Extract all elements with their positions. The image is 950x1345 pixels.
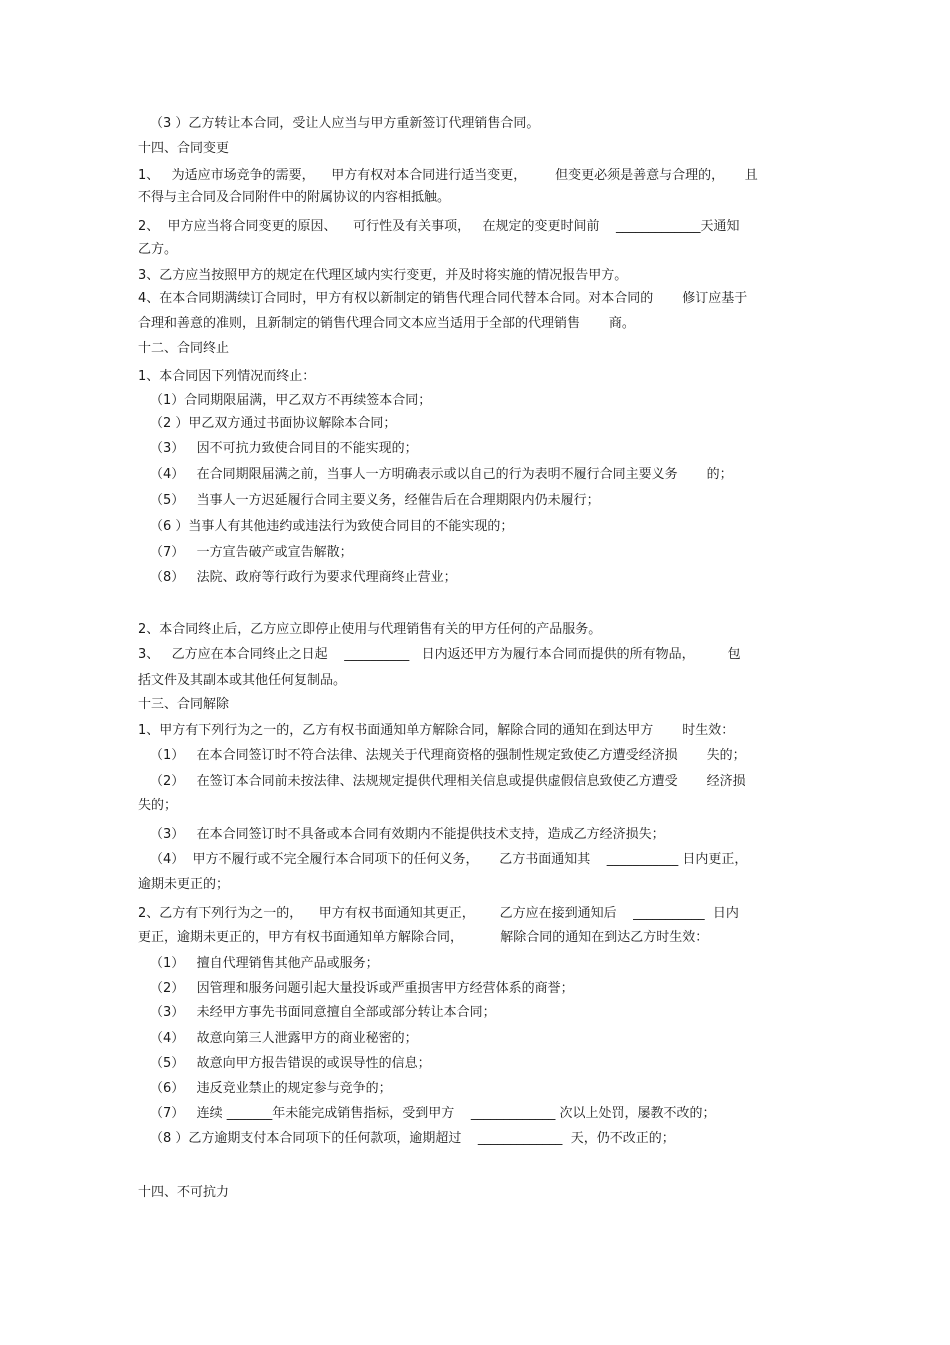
text-line: （3 ）乙方转让本合同，受让人应当与甲方重新签订代理销售合同。 [150,116,540,131]
text-line: 1、 为适应市场竞争的需要， 甲方有权对本合同进行适当变更， 但变更必须是善意与合理的， 且 [138,168,758,183]
list-item: （7） 一方宣告破产或宣告解散； [150,545,353,560]
list-item: （5） 故意向甲方报告错误的或误导性的信息； [150,1056,431,1071]
list-item: （5） 当事人一方迟延履行合同主要义务，经催告后在合理期限内仍未履行； [150,493,600,508]
section-heading: 十四、不可抗力 [138,1185,230,1200]
text-line: 更正，逾期未更正的，甲方有权书面通知单方解除合同， 解除合同的通知在到达乙方时生效： [138,930,709,945]
list-item: （3） 因不可抗力致使合同目的不能实现的； [150,441,418,456]
list-item: （2 ）甲乙双方通过书面协议解除本合同； [150,416,397,431]
list-item: （8） 法院、政府等行政行为要求代理商终止营业； [150,570,457,585]
list-item: （4） 甲方不履行或不完全履行本合同项下的任何义务， 乙方书面通知其 ___________ 日内更正， [150,852,748,867]
text-line: 4、在本合同期满续订合同时，甲方有权以新制定的销售代理合同代替本合同。对本合同的 修订应基于 [138,291,748,306]
list-item: （1）合同期限届满，甲乙双方不再续签本合同； [150,393,432,408]
text-line: 括文件及其副本或其他任何复制品。 [138,673,347,688]
list-item: （7） 连续 _______年未能完成销售指标，受到甲方 _____________ 次以上处罚，屡教不改的； [150,1106,716,1121]
list-item: （3） 在本合同签订时不具备或本合同有效期内不能提供技术支持，造成乙方经济损失； [150,827,665,842]
list-item: （3） 未经甲方事先书面同意擅自全部或部分转让本合同； [150,1005,496,1020]
text-line: 2、本合同终止后，乙方应立即停止使用与代理销售有关的甲方任何的产品服务。 [138,622,602,637]
section-heading: 十三、合同解除 [138,697,230,712]
text-line: 2、乙方有下列行为之一的， 甲方有权书面通知其更正， 乙方应在接到通知后 ___________ 日内 [138,906,739,921]
text-line: 失的； [138,798,178,813]
list-item: （6） 违反竞业禁止的规定参与竞争的； [150,1081,392,1096]
list-item: （1） 擅自代理销售其他产品或服务； [150,956,379,971]
text-line: 合理和善意的准则，且新制定的销售代理合同文本应当适用于全部的代理销售 商。 [138,316,635,331]
text-line: 逾期未更正的； [138,877,230,892]
text-line: 不得与主合同及合同附件中的附属协议的内容相抵触。 [138,190,451,205]
list-item: （8 ）乙方逾期支付本合同项下的任何款项，逾期超过 _____________ 天，仍不改正的； [150,1131,675,1146]
text-line: 1、甲方有下列行为之一的，乙方有权书面通知单方解除合同，解除合同的通知在到达甲方 时生效： [138,723,735,738]
text-line: 1、本合同因下列情况而终止： [138,369,316,384]
list-item: （4） 在合同期限届满之前，当事人一方明确表示或以自己的行为表明不履行合同主要义务 的； [150,467,733,482]
section-heading: 十四、合同变更 [138,141,230,156]
text-line: 乙方。 [138,242,178,257]
list-item: （1） 在本合同签订时不符合法律、法规关于代理商资格的强制性规定致使乙方遭受经济损 失的； [150,748,746,763]
section-heading: 十二、合同终止 [138,341,230,356]
list-item: （2） 因管理和服务问题引起大量投诉或严重损害甲方经营体系的商誉； [150,981,574,996]
text-line: 3、乙方应当按照甲方的规定在代理区域内实行变更，并及时将实施的情况报告甲方。 [138,268,628,283]
text-line: 2、 甲方应当将合同变更的原因、 可行性及有关事项， 在规定的变更时间前 _____________天通知 [138,219,740,234]
list-item: （6 ）当事人有其他违约或违法行为致使合同目的不能实现的； [150,519,514,534]
list-item: （2） 在签订本合同前未按法律、法规规定提供代理相关信息或提供虚假信息致使乙方遭受 经济损 [150,774,746,789]
text-line: 3、 乙方应在本合同终止之日起 __________ 日内返还甲方为履行本合同而提供的所有物品， 包 [138,647,741,662]
list-item: （4） 故意向第三人泄露甲方的商业秘密的； [150,1031,418,1046]
